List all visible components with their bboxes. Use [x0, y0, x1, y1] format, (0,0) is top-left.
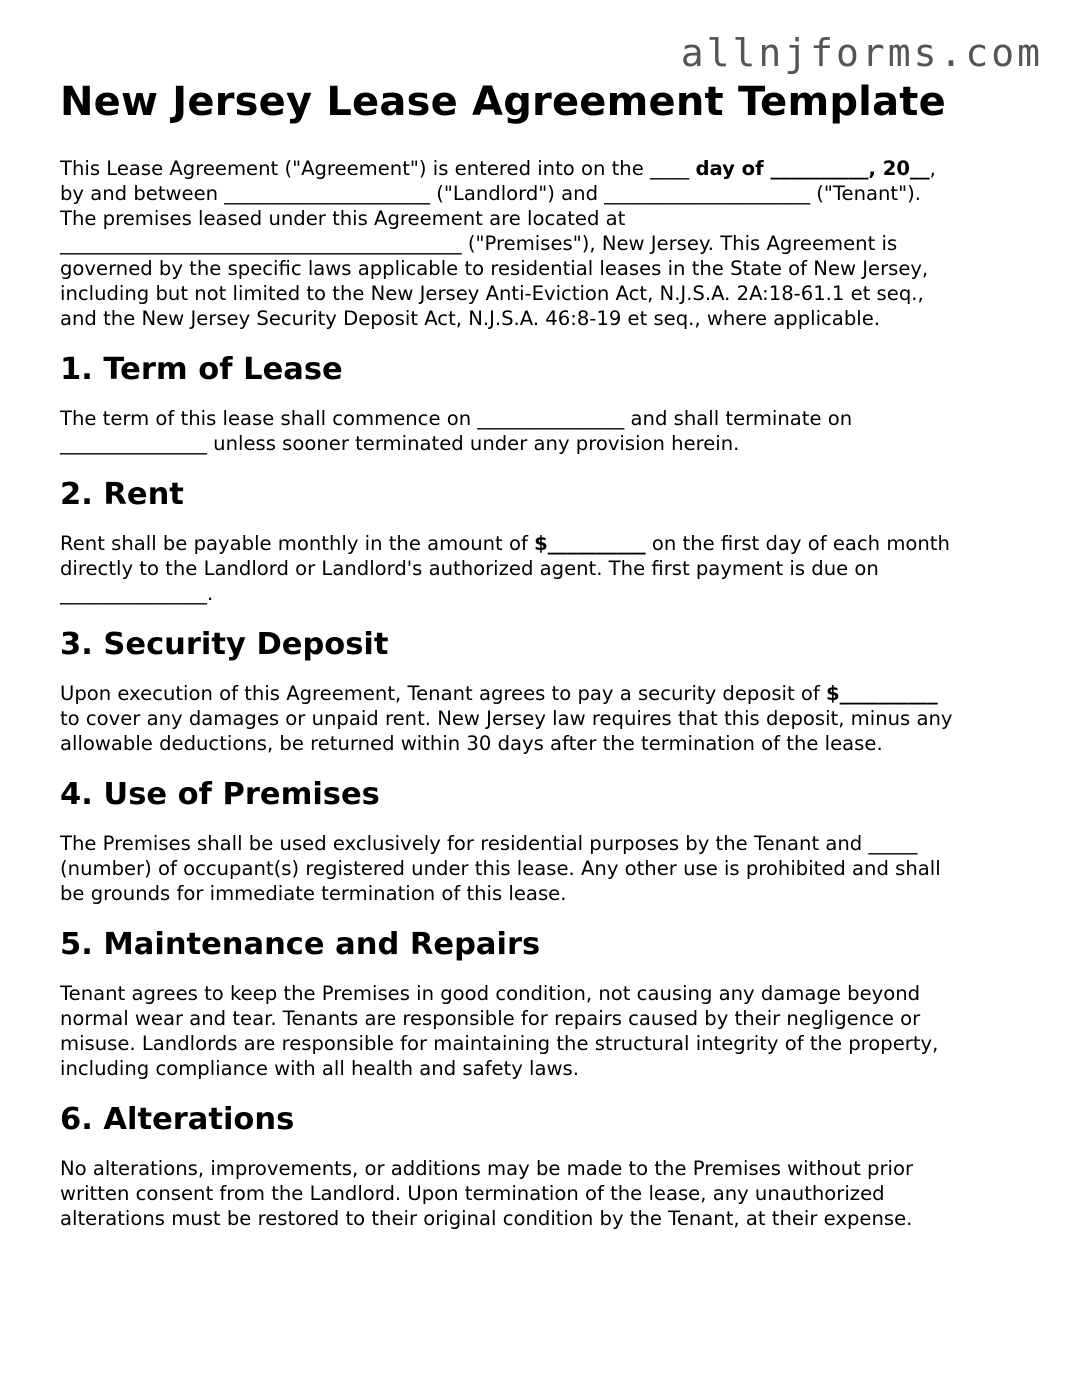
section-use-of-premises: [60, 777, 1025, 906]
intro-date-blank: day of __________, 20__: [695, 157, 930, 180]
section-rent: [60, 477, 1025, 606]
section-text: Tenant agrees to keep the Premises in good condition, not causing any damage beyond normal wear and tear. Tenants are responsible for repairs caused by their negligence or misuse. Landlords are responsible for maintaining the structural integrity of the property, including compliance with all health and safety laws.: [60, 982, 939, 1080]
section-heading: 1. Term of Lease: [60, 352, 343, 387]
site-watermark: allnjforms.com: [680, 31, 1043, 75]
section-heading: 4. Use of Premises: [60, 777, 380, 812]
intro-paragraph: [60, 156, 1025, 331]
deposit-text-2: to cover any damages or unpaid rent. New Jersey law requires that this deposit, minus any allowable deductions, be returned within 30 days after the termination of the lease.: [60, 707, 953, 755]
section-text: No alterations, improvements, or additions may be made to the Premises without prior written consent from the Landlord. Upon termination of the lease, any unauthorized alterations must be restored to their original condition by the Tenant, at their expense.: [60, 1157, 914, 1230]
section-text: [60, 531, 1025, 606]
section-heading: 6. Alterations: [60, 1102, 295, 1137]
section-maintenance-repairs: [60, 927, 1025, 1081]
document-title: New Jersey Lease Agreement Template: [60, 79, 946, 125]
section-security-deposit: [60, 627, 1025, 756]
section-heading: 3. Security Deposit: [60, 627, 389, 662]
deposit-text-1: Upon execution of this Agreement, Tenant agrees to pay a security deposit of: [60, 682, 827, 705]
section-term-of-lease: [60, 352, 1025, 456]
section-text: The term of this lease shall commence on _______________ and shall terminate on _______________ unless sooner terminated under any provision herein.: [60, 407, 853, 455]
rent-text-1: Rent shall be payable monthly in the amount of: [60, 532, 535, 555]
rent-amount-blank: $__________: [534, 532, 646, 555]
section-alterations: [60, 1102, 1025, 1231]
intro-text-2: , by and between _____________________ ("Landlord") and _____________________ ("Tenant"). The premises leased under this Agreement are located at _________________________________________ ("Premises"), New Jersey. This Agreement is governed by the specific laws applicable to residential leases in the State of New Jersey, including but not limited to the New Jersey Anti-Eviction Act, N.J.S.A. 2A:18-61.1 et seq., and the New Jersey Security Deposit Act, N.J.S.A. 46:8-19 et seq., where applicable.: [60, 157, 936, 330]
deposit-amount-blank: $__________: [826, 682, 938, 705]
section-heading: 2. Rent: [60, 477, 184, 512]
section-text: The Premises shall be used exclusively for residential purposes by the Tenant and _____ (number) of occupant(s) registered under this lease. Any other use is prohibited and shall be grounds for immediate termination of this lease.: [60, 832, 941, 905]
document-body: [60, 78, 1025, 1231]
section-text: [60, 681, 1025, 756]
rent-text-2: on the first day of each month directly to the Landlord or Landlord's authorized agent. The first payment is due on _______________.: [60, 532, 950, 605]
intro-text-1: This Lease Agreement ("Agreement") is entered into on the ____: [60, 157, 696, 180]
section-heading: 5. Maintenance and Repairs: [60, 927, 541, 962]
